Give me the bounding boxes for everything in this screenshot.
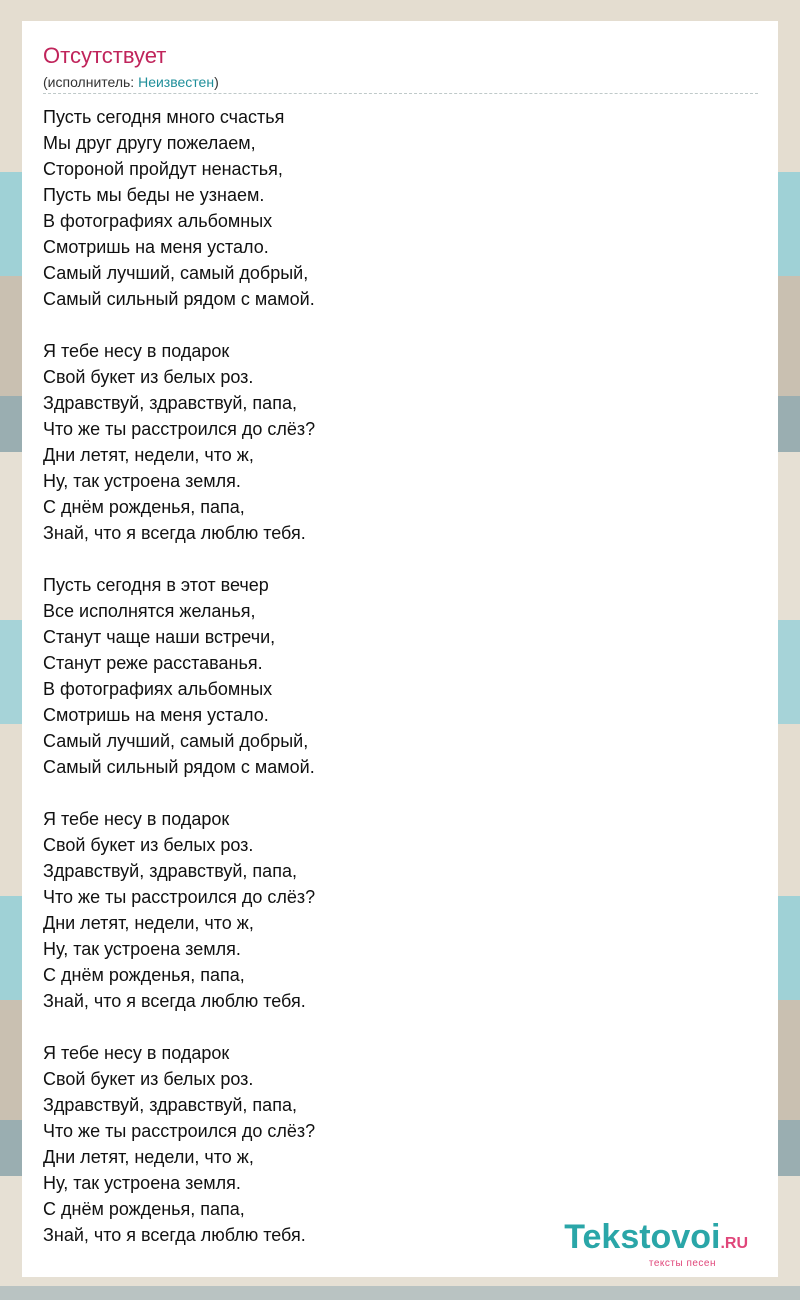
lyrics-body <box>43 104 758 1248</box>
lyrics-line: Все исполнятся желанья, <box>43 601 256 621</box>
lyrics-line: Что же ты расстроился до слёз? <box>43 419 316 439</box>
lyrics-line: Ну, так устроена земля. <box>43 1173 241 1193</box>
performer-name-link[interactable]: Неизвестен <box>138 74 215 90</box>
lyrics-line: Ну, так устроена земля. <box>43 471 241 491</box>
lyrics-line: С днём рожденья, папа, <box>43 965 245 985</box>
lyrics-line: В фотографиях альбомных <box>43 679 273 699</box>
lyrics-line: Станут чаще наши встречи, <box>43 627 276 647</box>
lyrics-line: Свой букет из белых роз. <box>43 1069 254 1089</box>
lyrics-line: Мы друг другу пожелаем, <box>43 133 256 153</box>
lyrics-line: С днём рожденья, папа, <box>43 497 245 517</box>
lyrics-card <box>22 21 778 1277</box>
lyrics-line: Знай, что я всегда люблю тебя. <box>43 523 306 543</box>
lyrics-stanza <box>43 104 758 312</box>
lyrics-stanza <box>43 806 758 1014</box>
lyrics-line: Пусть мы беды не узнаем. <box>43 185 265 205</box>
lyrics-line: Самый сильный рядом с мамой. <box>43 757 315 777</box>
lyrics-line: Самый лучший, самый добрый, <box>43 731 309 751</box>
lyrics-line: Пусть сегодня в этот вечер <box>43 575 269 595</box>
lyrics-line: Свой букет из белых роз. <box>43 367 254 387</box>
performer-suffix: ) <box>214 74 219 90</box>
lyrics-line: Стороной пройдут ненастья, <box>43 159 283 179</box>
lyrics-line: Я тебе несу в подарок <box>43 809 230 829</box>
lyrics-line: Знай, что я всегда люблю тебя. <box>43 991 306 1011</box>
lyrics-line: В фотографиях альбомных <box>43 211 273 231</box>
song-title: Отсутствует <box>43 43 167 68</box>
lyrics-stanza <box>43 338 758 546</box>
bottom-strip <box>0 1286 800 1300</box>
lyrics-line: Смотришь на меня устало. <box>43 705 269 725</box>
site-logo <box>564 1219 748 1269</box>
lyrics-line: Что же ты расстроился до слёз? <box>43 887 316 907</box>
performer-line <box>43 73 758 94</box>
logo-brand: Tekstovoi <box>564 1218 721 1256</box>
lyrics-line: Самый лучший, самый добрый, <box>43 263 309 283</box>
lyrics-line: Здравствуй, здравствуй, папа, <box>43 1095 297 1115</box>
logo-wordmark <box>564 1219 748 1262</box>
lyrics-line: Здравствуй, здравствуй, папа, <box>43 393 297 413</box>
lyrics-line: Дни летят, недели, что ж, <box>43 445 254 465</box>
lyrics-line: Самый сильный рядом с мамой. <box>43 289 315 309</box>
lyrics-line: Я тебе несу в подарок <box>43 341 230 361</box>
lyrics-stanza <box>43 1040 758 1248</box>
lyrics-line: Здравствуй, здравствуй, папа, <box>43 861 297 881</box>
lyrics-line: Знай, что я всегда люблю тебя. <box>43 1225 306 1245</box>
lyrics-stanza <box>43 572 758 780</box>
lyrics-line: Я тебе несу в подарок <box>43 1043 230 1063</box>
logo-tld: .RU <box>720 1235 748 1252</box>
lyrics-line: Свой букет из белых роз. <box>43 835 254 855</box>
lyrics-line: Станут реже расставанья. <box>43 653 263 673</box>
logo-tagline: тексты песен <box>648 1258 716 1269</box>
performer-prefix: (исполнитель: <box>43 74 139 90</box>
lyrics-line: Смотришь на меня устало. <box>43 237 269 257</box>
lyrics-line: Дни летят, недели, что ж, <box>43 1147 254 1167</box>
lyrics-line: Ну, так устроена земля. <box>43 939 241 959</box>
lyrics-line: С днём рожденья, папа, <box>43 1199 245 1219</box>
lyrics-line: Дни летят, недели, что ж, <box>43 913 254 933</box>
lyrics-line: Что же ты расстроился до слёз? <box>43 1121 316 1141</box>
lyrics-line: Пусть сегодня много счастья <box>43 107 285 127</box>
